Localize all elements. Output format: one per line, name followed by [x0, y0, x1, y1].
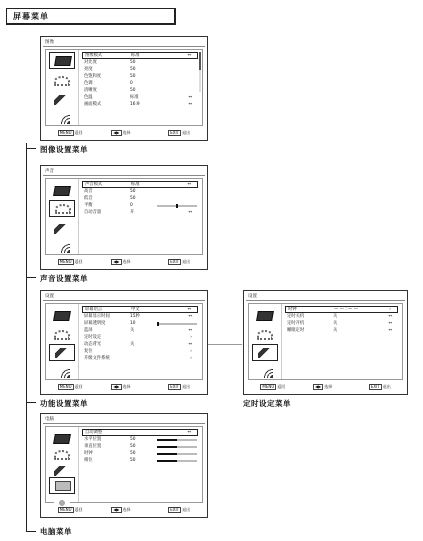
settings-list	[82, 306, 198, 377]
menu-item[interactable]	[82, 59, 198, 66]
menu-item-label: 升级文件系统	[84, 356, 110, 361]
menu-item[interactable]	[82, 80, 198, 87]
menu-title: 设置	[43, 293, 205, 301]
hint-text: 退出	[182, 259, 191, 264]
arrow-icon: ↔	[187, 430, 191, 435]
guide-rail	[26, 143, 27, 531]
menu-item-value: 50	[130, 444, 136, 449]
value-slider[interactable]	[157, 205, 197, 207]
sound-icon[interactable]	[49, 445, 75, 462]
arrow-icon: ↔	[388, 321, 392, 326]
menu-item[interactable]	[82, 94, 198, 101]
signal-icon[interactable]	[49, 363, 75, 380]
arrow-icon: ↔	[187, 182, 191, 187]
menu-item-value: 50	[130, 451, 136, 456]
menu-item[interactable]	[285, 313, 398, 320]
hint-text: 返回	[74, 507, 83, 512]
menu-item[interactable]	[82, 327, 198, 334]
sound-settings-menu	[40, 165, 208, 270]
arrow-icon: ↔	[188, 328, 192, 333]
menu-item-value: 中文	[131, 307, 140, 312]
category-icons	[46, 304, 79, 379]
menu-item-value: 50	[130, 458, 136, 463]
hint-text: 选择	[122, 130, 131, 135]
menu-item-label: 对比度	[84, 60, 97, 65]
menu-item-value: 15秒	[130, 314, 140, 319]
category-icons	[46, 179, 79, 254]
menu-item[interactable]	[82, 320, 198, 327]
menu-item-label: 屏幕透明度	[84, 321, 106, 326]
menu-item[interactable]	[82, 101, 198, 108]
feature-icon[interactable]	[252, 344, 278, 361]
menu-item[interactable]	[82, 436, 198, 443]
menu-panel	[45, 178, 203, 255]
menu-item-label: 画面模式	[84, 102, 102, 107]
arrow-icon: ›	[389, 307, 391, 312]
value-slider[interactable]	[157, 460, 197, 462]
caption-leader	[26, 148, 36, 149]
back-hint	[260, 383, 285, 391]
remote-key-icon: EXIT	[170, 130, 180, 135]
value-slider[interactable]	[157, 439, 197, 441]
menu-item-value: 10	[130, 321, 136, 326]
menu-item-value: 标准	[131, 53, 140, 58]
remote-key-icon: MENU	[59, 130, 72, 135]
caption-pc: 电脑菜单	[40, 527, 72, 536]
exit-hint	[369, 383, 391, 391]
tv-picture-icon[interactable]	[49, 429, 75, 446]
caption-function: 功能设置菜单	[40, 399, 88, 408]
menu-footer	[248, 383, 403, 391]
menu-item-label: 动态背光	[84, 342, 102, 347]
slider-fill	[157, 439, 177, 442]
hint-text: 退出	[182, 507, 191, 512]
remote-key-icon: ◀▶	[315, 384, 322, 389]
arrow-icon: ›	[190, 349, 192, 354]
caption-picture: 图像设置菜单	[40, 145, 88, 154]
menu-item-label: 色饱和度	[84, 74, 102, 79]
caption-timer: 定时设定菜单	[243, 399, 291, 408]
caption-sound: 声音设置菜单	[40, 274, 88, 283]
hint-text: 退出	[382, 384, 391, 389]
caption-leader	[26, 531, 36, 532]
menu-item-value: 关	[333, 314, 338, 319]
menu-title: 声音	[43, 168, 205, 176]
menu-item-label: 清晰度	[84, 88, 97, 93]
tv-picture-icon[interactable]	[49, 181, 75, 198]
menu-item-label: 垂直位置	[84, 444, 102, 449]
hint-text: 退出	[182, 130, 191, 135]
caption-leader	[26, 277, 36, 278]
menu-item-value: 0	[130, 203, 133, 208]
menu-item[interactable]	[82, 429, 198, 436]
arrow-icon: ↔	[188, 95, 192, 100]
slider-fill	[157, 460, 177, 463]
select-hint	[313, 383, 332, 391]
menu-item-label: 时钟	[288, 307, 297, 312]
menu-item-label: 色调	[84, 81, 93, 86]
menu-footer	[45, 258, 203, 266]
feature-icon[interactable]	[49, 461, 75, 478]
menu-title: 电脑	[43, 416, 205, 424]
hint-text: 选择	[122, 507, 131, 512]
hint-text: 返回	[74, 130, 83, 135]
feature-icon[interactable]	[49, 90, 75, 107]
menu-item[interactable]	[82, 341, 198, 348]
menu-item-label: 定时设定	[84, 335, 102, 340]
pc-icon[interactable]	[49, 477, 75, 494]
slider-knob[interactable]	[157, 322, 159, 326]
menu-item-value: 标准	[131, 182, 140, 187]
menu-panel	[45, 303, 203, 380]
select-hint	[111, 383, 130, 391]
remote-key-icon: EXIT	[170, 507, 180, 512]
menu-title: 图像	[43, 39, 205, 47]
menu-item-label: 平衡	[84, 203, 93, 208]
menu-item[interactable]	[285, 306, 398, 313]
menu-title: 设置	[246, 293, 405, 301]
menu-item-label: 声音模式	[85, 182, 103, 187]
remote-key-icon: MENU	[59, 259, 72, 264]
select-hint	[111, 258, 130, 266]
menu-item-label: 相位	[84, 458, 93, 463]
tv-picture-icon[interactable]	[49, 306, 75, 323]
slider-knob[interactable]	[176, 204, 178, 208]
menu-item-value: 关	[130, 328, 135, 333]
menu-item-value: 16:9	[130, 102, 140, 107]
exit-hint	[168, 129, 190, 137]
arrow-icon: ↔	[388, 314, 392, 319]
value-slider[interactable]	[157, 446, 197, 448]
menu-item-label: 蓝屏	[84, 328, 93, 333]
remote-key-icon: ◀▶	[113, 507, 120, 512]
menu-panel	[248, 303, 403, 380]
remote-key-icon: EXIT	[370, 384, 380, 389]
menu-item[interactable]	[82, 355, 198, 362]
function-settings-menu	[40, 290, 208, 395]
menu-item-value: 开	[130, 210, 135, 215]
menu-item[interactable]	[82, 443, 198, 450]
signal-icon[interactable]	[49, 238, 75, 255]
back-hint	[58, 506, 83, 514]
hint-text: 选择	[324, 384, 333, 389]
menu-item-label: 水平位置	[84, 437, 102, 442]
menu-item[interactable]	[82, 306, 198, 313]
menu-item[interactable]	[82, 87, 198, 94]
menu-item-value: 50	[130, 196, 136, 201]
menu-item[interactable]	[82, 457, 198, 464]
remote-key-icon: MENU	[59, 384, 72, 389]
menu-item-value: 标准	[130, 95, 139, 100]
arrow-icon: ↔	[188, 314, 192, 319]
menu-item-value: 关	[130, 342, 135, 347]
signal-icon[interactable]	[252, 363, 278, 380]
menu-item[interactable]	[82, 66, 198, 73]
menu-item-value: 50	[130, 67, 136, 72]
feature-icon[interactable]	[49, 344, 75, 361]
connector-line	[208, 344, 242, 345]
arrow-icon: ›	[190, 335, 192, 340]
menu-item-label: 亮度	[84, 67, 93, 72]
picture-settings-menu	[40, 36, 208, 141]
hint-text: 退出	[182, 384, 191, 389]
category-icons	[249, 304, 282, 379]
menu-panel	[45, 49, 203, 126]
menu-item-label: 复位	[84, 349, 93, 354]
page-title: 屏幕菜单	[6, 8, 176, 25]
tv-picture-icon[interactable]	[49, 52, 75, 69]
exit-hint	[168, 383, 190, 391]
exit-hint	[168, 506, 190, 514]
menu-item-label: 低音	[84, 196, 93, 201]
menu-footer	[45, 129, 203, 137]
select-hint	[111, 129, 130, 137]
remote-key-icon: MENU	[59, 507, 72, 512]
arrow-icon: ↔	[188, 342, 192, 347]
remote-key-icon: EXIT	[170, 384, 180, 389]
menu-item[interactable]	[82, 348, 198, 355]
slider-fill	[157, 446, 177, 449]
settings-list	[82, 52, 198, 123]
menu-item[interactable]	[82, 450, 198, 457]
sound-icon[interactable]	[49, 200, 75, 217]
menu-item-value: 50	[130, 189, 136, 194]
arrow-icon: ↔	[188, 210, 192, 215]
feature-icon[interactable]	[49, 219, 75, 236]
menu-item[interactable]	[82, 202, 198, 209]
tv-picture-icon[interactable]	[252, 306, 278, 323]
menu-item[interactable]	[82, 52, 198, 59]
menu-item[interactable]	[285, 327, 398, 334]
value-slider[interactable]	[157, 453, 197, 455]
exit-hint	[168, 258, 190, 266]
menu-item-value: 关	[333, 328, 338, 333]
menu-item-label: 时钟	[84, 451, 93, 456]
settings-list	[285, 306, 398, 377]
caption-leader	[26, 402, 36, 403]
menu-item-label: 定时开机	[287, 321, 305, 326]
scrollbar-thumb[interactable]	[199, 52, 201, 70]
sound-icon[interactable]	[49, 325, 75, 342]
arrow-icon: ↔	[188, 102, 192, 107]
menu-item-value: 50	[130, 60, 136, 65]
settings-list	[82, 181, 198, 252]
remote-key-icon: ◀▶	[113, 384, 120, 389]
scrollbar[interactable]	[199, 52, 201, 92]
remote-key-icon: ◀▶	[113, 130, 120, 135]
remote-key-icon: ◀▶	[113, 259, 120, 264]
menu-item-value: 关	[333, 321, 338, 326]
back-hint	[58, 383, 83, 391]
menu-footer	[45, 383, 203, 391]
back-hint	[58, 129, 83, 137]
menu-item-label: 图像模式	[85, 53, 103, 58]
menu-item-label: 睡眠定时	[287, 328, 305, 333]
menu-panel	[45, 426, 203, 503]
menu-item[interactable]	[82, 209, 198, 216]
menu-item-label: 屏幕显示时间	[84, 314, 110, 319]
hint-text: 返回	[74, 259, 83, 264]
settings-list	[82, 429, 198, 500]
sound-icon[interactable]	[252, 325, 278, 342]
menu-item-value: 0	[130, 81, 133, 86]
remote-key-icon: MENU	[262, 384, 275, 389]
sound-icon[interactable]	[49, 71, 75, 88]
arrow-icon: ↔	[388, 328, 392, 333]
back-hint	[58, 258, 83, 266]
menu-item[interactable]	[82, 195, 198, 202]
category-icons	[46, 427, 79, 502]
hint-text: 选择	[122, 259, 131, 264]
menu-item[interactable]	[82, 334, 198, 341]
menu-item-label: 自动调整	[85, 430, 103, 435]
hint-text: 选择	[122, 384, 131, 389]
menu-item-label: 自动音量	[84, 210, 102, 215]
pc-settings-menu	[40, 413, 208, 518]
hint-text: 返回	[277, 384, 286, 389]
menu-item[interactable]	[82, 188, 198, 195]
arrow-icon: ↔	[187, 307, 191, 312]
select-hint	[111, 506, 130, 514]
arrow-icon: ›	[190, 356, 192, 361]
category-icons	[46, 50, 79, 125]
remote-key-icon: EXIT	[170, 259, 180, 264]
timer-settings-menu	[243, 290, 408, 395]
menu-item-value: 50	[130, 74, 136, 79]
menu-item-label: 屏幕语言	[85, 307, 103, 312]
menu-item-value: 50	[130, 88, 136, 93]
menu-item[interactable]	[82, 73, 198, 80]
menu-item[interactable]	[285, 320, 398, 327]
menu-item-value: 50	[130, 437, 136, 442]
hint-text: 返回	[74, 384, 83, 389]
menu-item-label: 色温	[84, 95, 93, 100]
menu-item[interactable]	[82, 313, 198, 320]
menu-footer	[45, 506, 203, 514]
menu-item-label: 高音	[84, 189, 93, 194]
slider-fill	[157, 453, 177, 456]
value-slider[interactable]	[157, 323, 197, 325]
menu-item[interactable]	[82, 181, 198, 188]
signal-icon[interactable]	[49, 109, 75, 126]
arrow-icon: ↔	[187, 53, 191, 58]
menu-item-label: 定时关机	[287, 314, 305, 319]
menu-item-value: — — : — —	[334, 307, 359, 312]
